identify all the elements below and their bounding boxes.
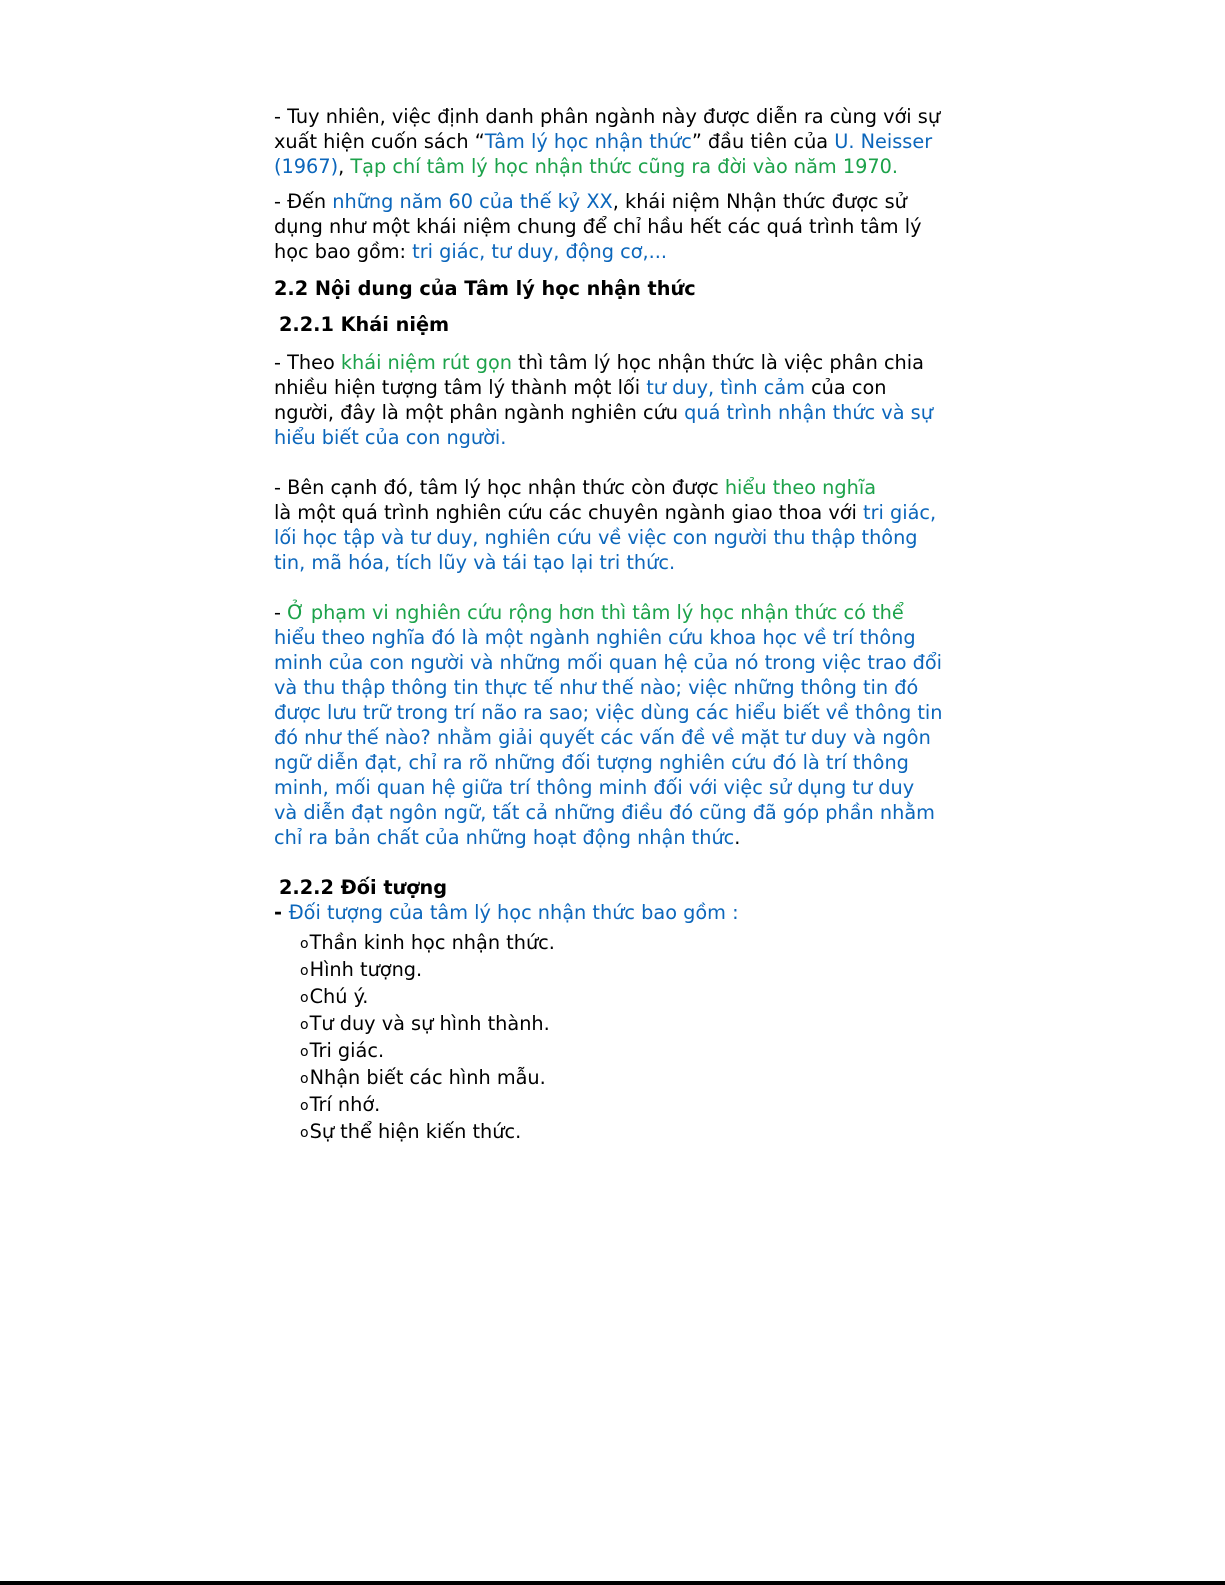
text-run: chỉ ra bản chất của những hoạt động nhận thức [274,826,735,849]
list-item-label: Nhận biết các hình mẫu. [309,1066,546,1089]
text-run: tư duy, tình cảm [646,376,805,399]
text-run: - Tuy nhiên, việc định danh phân ngành này được diễn ra cùng với sự [274,105,941,128]
list-item-label: Tư duy và sự hình thành. [309,1012,550,1035]
text-run: quá trình nhận thức và sự [684,401,933,424]
text-run: tin, mã hóa, tích lũy và tái tạo lại tri thức. [274,551,676,574]
paragraph-60s [274,189,922,264]
text-line [274,725,942,750]
text-line [274,525,936,550]
text-run: , khái niệm Nhận thức được sử [612,190,907,213]
text-line [274,675,942,700]
objects-list [300,930,555,1146]
paragraph-objects-intro [274,900,739,925]
text-line [274,600,942,625]
bullet-circle-icon: o [300,1125,309,1141]
text-line [274,900,739,925]
text-run: và thu thập thông tin thực tế như thế nào; việc những thông tin đó [274,676,919,699]
text-line [274,550,936,575]
paragraph-neisser [274,104,940,179]
text-run: hiểu biết của con người. [274,426,507,449]
text-line [274,154,940,179]
text-run: của con [804,376,887,399]
text-run: khái niệm rút gọn [340,351,513,374]
text-run: hiểu theo nghĩa [724,476,877,499]
list-item [300,930,555,957]
heading-2-2-1: 2.2.1 Khái niệm [279,313,450,336]
text-line [274,475,936,500]
text-line [274,425,933,450]
text-line [274,375,933,400]
text-line [274,500,936,525]
text-run: - [274,601,288,624]
list-item [300,1038,555,1065]
text-run: hiểu theo nghĩa đó là một ngành nghiên cứu khoa học về trí thông [274,626,916,649]
page-bottom-border [0,1581,1225,1585]
text-run: ngữ diễn đạt, chỉ ra rõ những đối tượng nghiên cứu đó là trí thông [274,751,909,774]
text-line [274,625,942,650]
text-run: là một quá trình nghiên cứu các chuyên ngành giao thoa với [274,501,864,524]
text-run: Tâm lý học nhận thức [484,130,692,153]
text-run: minh, mối quan hệ giữa trí thông minh đối với việc sử dụng tư duy [274,776,915,799]
text-run: - [274,901,289,924]
bullet-circle-icon: o [300,936,309,952]
list-item [300,1065,555,1092]
list-item [300,1011,555,1038]
text-run: tri giác, [863,501,937,524]
list-item-label: Chú ý. [309,985,369,1008]
text-run: . [734,826,741,849]
bullet-circle-icon: o [300,963,309,979]
text-run: đó như thế nào? nhằm giải quyết các vấn đề về mặt tư duy và ngôn [274,726,931,749]
list-item [300,1119,555,1146]
text-line [274,189,922,214]
list-item [300,984,555,1011]
list-item-label: Trí nhớ. [309,1093,381,1116]
text-run: Tạp chí tâm lý học nhận thức cũng ra đời vào năm 1970. [350,155,899,178]
text-line [274,775,942,800]
text-run: - Đến [274,190,333,213]
text-line [274,129,940,154]
list-item-label: Hình tượng. [309,958,423,981]
text-run: , [338,155,351,178]
text-run: và diễn đạt ngôn ngữ, tất cả những điều đó cũng đã góp phần nhằm [274,801,935,824]
text-run: học bao gồm: [274,240,413,263]
text-run: minh của con người và những mối quan hệ của nó trong việc trao đổi [274,651,943,674]
text-run: ” đầu tiên của [691,130,835,153]
list-item-label: Sự thể hiện kiến thức. [309,1120,522,1143]
bullet-circle-icon: o [300,1071,309,1087]
text-run: tri giác, tư duy, động cơ,... [412,240,667,263]
text-line [274,825,942,850]
bullet-circle-icon: o [300,1044,309,1060]
paragraph-concept-short [274,350,933,450]
paragraph-concept-meaning [274,475,936,575]
text-line [274,104,940,129]
text-run: lối học tập và tư duy, nghiên cứu về việc con người thu thập thông [274,526,918,549]
text-run: được lưu trữ trong trí não ra sao; việc dùng các hiểu biết về thông tin [274,701,943,724]
text-line [274,214,922,239]
text-run: (1967) [274,155,339,178]
text-run: thì tâm lý học nhận thức là việc phân chia [512,351,924,374]
text-line [274,239,922,264]
text-line [274,400,933,425]
bullet-circle-icon: o [300,1098,309,1114]
text-line [274,650,942,675]
heading-2-2: 2.2 Nội dung của Tâm lý học nhận thức [274,277,696,300]
bullet-circle-icon: o [300,1017,309,1033]
heading-2-2-2: 2.2.2 Đối tượng [279,876,448,899]
text-run: - Theo [274,351,341,374]
text-run: Đối tượng của tâm lý học nhận thức bao gồm : [288,901,739,924]
text-run: xuất hiện cuốn sách “ [274,130,485,153]
text-line [274,350,933,375]
text-run: - Bên cạnh đó, tâm lý học nhận thức còn được [274,476,725,499]
text-line [274,750,942,775]
text-run: U. Neisser [834,130,933,153]
bullet-circle-icon: o [300,990,309,1006]
list-item [300,1092,555,1119]
list-item-label: Tri giác. [309,1039,385,1062]
text-run: Ở phạm vi nghiên cứu rộng hơn thì tâm lý học nhận thức có thể [287,601,904,624]
text-run: những năm 60 của thế kỷ XX [332,190,613,213]
text-run: người, đây là một phân ngành nghiên cứu [274,401,685,424]
text-line [274,800,942,825]
text-run: nhiều hiện tượng tâm lý thành một lối [274,376,647,399]
text-line [274,700,942,725]
paragraph-concept-broad [274,600,942,850]
text-run: dụng như một khái niệm chung để chỉ hầu hết các quá trình tâm lý [274,215,922,238]
list-item [300,957,555,984]
list-item-label: Thần kinh học nhận thức. [309,931,555,954]
